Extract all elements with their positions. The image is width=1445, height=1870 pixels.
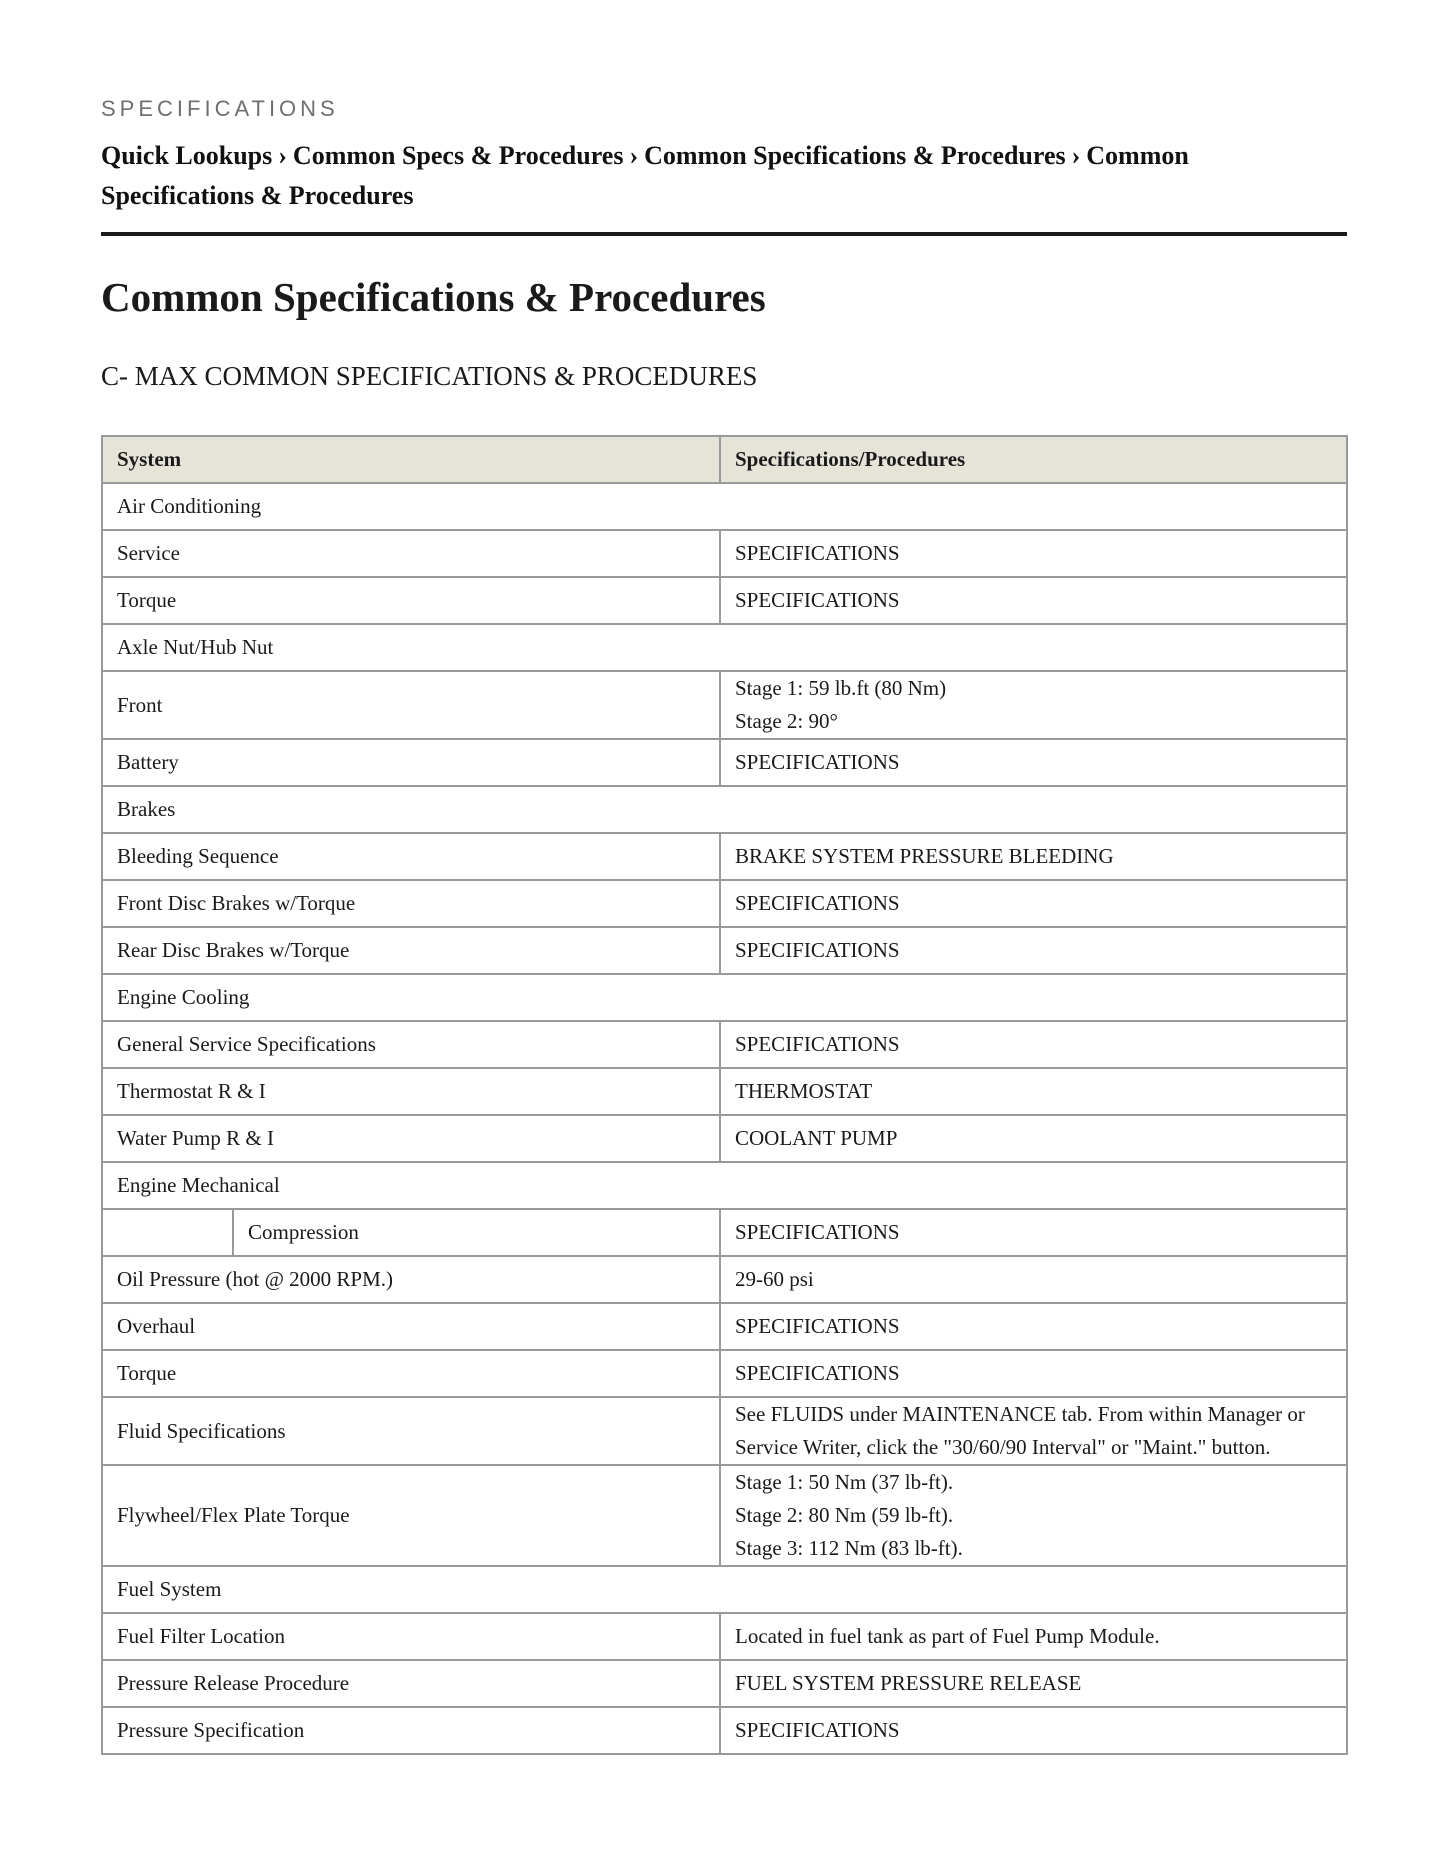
table-row [102, 739, 1347, 786]
table-row [102, 671, 1347, 739]
row-label: Thermostat R & I [102, 1068, 720, 1115]
table-row [102, 1397, 1347, 1465]
table-row [102, 927, 1347, 974]
table-header-row [102, 436, 1347, 483]
row-label: Overhaul [102, 1303, 720, 1350]
spec-link[interactable]: SPECIFICATIONS [720, 880, 1347, 927]
row-label: Compression [248, 1220, 359, 1244]
spec-link[interactable]: FUEL SYSTEM PRESSURE RELEASE [720, 1660, 1347, 1707]
row-label: Fluid Specifications [102, 1397, 720, 1465]
breadcrumb-separator: › [1071, 141, 1081, 170]
table-row [102, 1256, 1347, 1303]
spec-line: Stage 2: 80 Nm (59 lb-ft). [735, 1503, 954, 1527]
table-row [102, 833, 1347, 880]
row-label: Front [102, 671, 720, 739]
table-row-group [102, 1162, 1347, 1209]
table-row-group [102, 483, 1347, 530]
table-row [102, 1350, 1347, 1397]
table-row-group [102, 786, 1347, 833]
row-label: Front Disc Brakes w/Torque [102, 880, 720, 927]
row-label: Water Pump R & I [102, 1115, 720, 1162]
header-system: System [102, 436, 720, 483]
page-subtitle: C- MAX COMMON SPECIFICATIONS & PROCEDURES [101, 361, 758, 391]
breadcrumb-item-quick-lookups[interactable]: Quick Lookups [101, 141, 273, 170]
table-row [102, 1068, 1347, 1115]
group-axle-nut: Axle Nut/Hub Nut [102, 624, 1347, 671]
table-row [102, 530, 1347, 577]
group-engine-cooling: Engine Cooling [102, 974, 1347, 1021]
spec-link[interactable]: SPECIFICATIONS [720, 1303, 1347, 1350]
table-row [102, 1209, 1347, 1256]
breadcrumb-separator: › [629, 141, 639, 170]
spec-link[interactable]: THERMOSTAT [720, 1068, 1347, 1115]
group-air-conditioning: Air Conditioning [102, 483, 1347, 530]
spec-link[interactable]: SPECIFICATIONS [720, 739, 1347, 786]
breadcrumb-item-common-specs[interactable]: Common Specs & Procedures [292, 141, 624, 170]
row-label: Rear Disc Brakes w/Torque [102, 927, 720, 974]
group-brakes: Brakes [102, 786, 1347, 833]
table-row [102, 1303, 1347, 1350]
spec-line: See FLUIDS under MAINTENANCE tab. From within Manager or [735, 1402, 1305, 1426]
row-label: Torque [102, 1350, 720, 1397]
row-label: Service [102, 530, 720, 577]
spec-line: Service Writer, click the "30/60/90 Interval" or "Maint." button. [735, 1435, 1271, 1459]
table-row [102, 1115, 1347, 1162]
table-row [102, 880, 1347, 927]
row-label: General Service Specifications [102, 1021, 720, 1068]
section-kicker: SPECIFICATIONS [101, 96, 339, 121]
empty-subcell [117, 1210, 234, 1255]
group-engine-mechanical: Engine Mechanical [102, 1162, 1347, 1209]
row-label-cell [102, 1209, 720, 1256]
row-label: Pressure Release Procedure [102, 1660, 720, 1707]
table-row [102, 1660, 1347, 1707]
spec-value [720, 671, 1347, 739]
spec-line: Stage 2: 90° [735, 709, 838, 733]
spec-link[interactable]: BRAKE SYSTEM PRESSURE BLEEDING [720, 833, 1347, 880]
spec-value [720, 1397, 1347, 1465]
row-label: Flywheel/Flex Plate Torque [102, 1465, 720, 1566]
row-label: Bleeding Sequence [102, 833, 720, 880]
spec-link[interactable]: SPECIFICATIONS [720, 530, 1347, 577]
document-page [101, 0, 1347, 1755]
spec-line: Stage 1: 50 Nm (37 lb-ft). [735, 1470, 954, 1494]
spec-value: 29-60 psi [720, 1256, 1347, 1303]
spec-line: Stage 1: 59 lb.ft (80 Nm) [735, 676, 947, 700]
table-row-group [102, 624, 1347, 671]
row-label: Fuel Filter Location [102, 1613, 720, 1660]
specs-table [101, 435, 1348, 1755]
spec-link[interactable]: SPECIFICATIONS [720, 1021, 1347, 1068]
spec-value [720, 1465, 1347, 1566]
row-label: Battery [102, 739, 720, 786]
spec-link[interactable]: SPECIFICATIONS [720, 927, 1347, 974]
row-label: Oil Pressure (hot @ 2000 RPM.) [102, 1256, 720, 1303]
table-row-group [102, 1566, 1347, 1613]
spec-link[interactable]: SPECIFICATIONS [720, 1707, 1347, 1754]
spec-link[interactable]: SPECIFICATIONS [720, 1209, 1347, 1256]
table-row [102, 1613, 1347, 1660]
spec-link[interactable]: SPECIFICATIONS [720, 1350, 1347, 1397]
table-row [102, 1707, 1347, 1754]
header-specs: Specifications/Procedures [720, 436, 1347, 483]
row-label: Pressure Specification [102, 1707, 720, 1754]
table-row [102, 577, 1347, 624]
breadcrumb-item-current: Common Specifications & Procedures [101, 141, 1189, 210]
breadcrumb [101, 136, 1347, 236]
row-label: Torque [102, 577, 720, 624]
spec-link[interactable]: SPECIFICATIONS [720, 577, 1347, 624]
group-fuel-system: Fuel System [102, 1566, 1347, 1613]
spec-line: Stage 3: 112 Nm (83 lb-ft). [735, 1536, 963, 1560]
breadcrumb-item-common-specifications[interactable]: Common Specifications & Procedures [644, 141, 1066, 170]
spec-link[interactable]: COOLANT PUMP [720, 1115, 1347, 1162]
table-row-group [102, 974, 1347, 1021]
spec-value: Located in fuel tank as part of Fuel Pump Module. [720, 1613, 1347, 1660]
breadcrumb-separator: › [278, 141, 287, 170]
table-row [102, 1465, 1347, 1566]
page-title: Common Specifications & Procedures [101, 274, 766, 320]
table-row [102, 1021, 1347, 1068]
